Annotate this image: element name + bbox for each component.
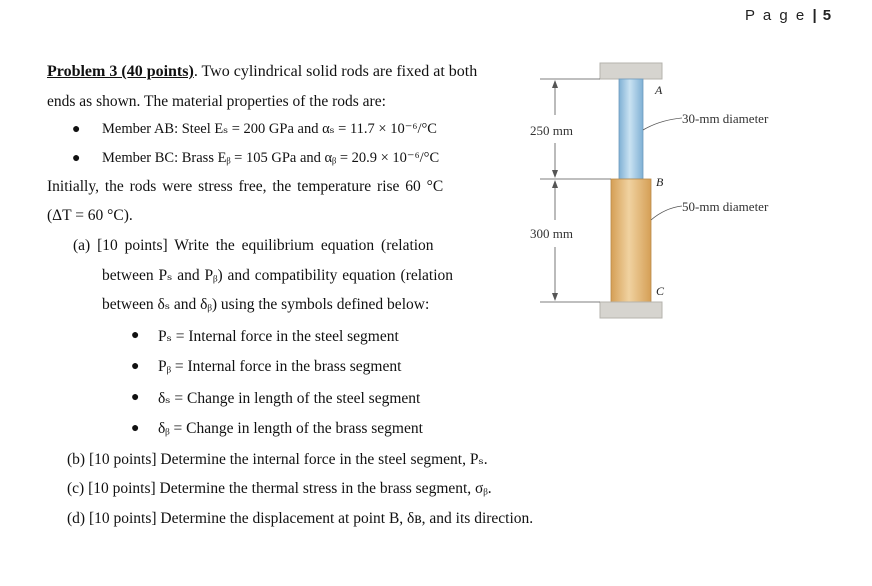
rod-figure xyxy=(520,55,820,325)
problem-title: Problem 3 (40 points) xyxy=(47,63,194,80)
bullet-dot: ● xyxy=(72,122,81,137)
dim-bc-arrow-down xyxy=(552,293,558,301)
part-a-line-3: between δₛ and δᵦ) using the symbols defined below: xyxy=(102,296,430,313)
part-a-line-1: (a) [10 points] Write the equilibrium equation (relation xyxy=(73,237,434,254)
definition-delta-b: δᵦ = Change in length of the brass segment xyxy=(158,420,423,437)
definition-delta-s: δₛ = Change in length of the steel segment xyxy=(158,390,421,407)
initial-line-1: Initially, the rods were stress free, the temperature rise 60 °C xyxy=(47,178,444,195)
definition-ps: Pₛ = Internal force in the steel segment xyxy=(158,328,399,345)
member-ab-text: Member AB: Steel Eₛ = 200 GPa and αₛ = 11.7 × 10⁻⁶/°C xyxy=(102,121,437,137)
bullet-dot: ● xyxy=(131,421,140,436)
page-number-value: | 5 xyxy=(812,7,833,24)
part-b: (b) [10 points] Determine the internal force in the steel segment, Pₛ. xyxy=(67,451,488,468)
dia-ab-leader xyxy=(643,118,682,130)
bullet-dot: ● xyxy=(131,390,140,405)
part-c: (c) [10 points] Determine the thermal stress in the brass segment, σᵦ. xyxy=(67,480,492,497)
bullet-dot: ● xyxy=(72,151,81,166)
problem-intro-1: . Two cylindrical solid rods are fixed at both xyxy=(193,63,478,80)
bullet-dot: ● xyxy=(131,359,140,374)
page-number xyxy=(745,7,832,24)
part-a-line-2: between Pₛ and Pᵦ) and compatibility equation (relation xyxy=(102,267,454,284)
definition-pb: Pᵦ = Internal force in the brass segment xyxy=(158,358,402,375)
dia-ab-label: 30-mm diameter xyxy=(682,111,769,126)
top-support xyxy=(600,63,662,79)
point-a-label: A xyxy=(655,83,663,97)
brass-rod-bc xyxy=(611,179,651,302)
dim-bc-label: 300 mm xyxy=(530,226,573,241)
dim-ab-arrow-down xyxy=(552,170,558,178)
point-c-label: C xyxy=(656,284,665,298)
steel-rod-ab xyxy=(619,79,643,179)
problem-intro-2: ends as shown. The material properties of the rods are: xyxy=(47,93,386,110)
point-b-label: B xyxy=(656,175,664,189)
dim-bc-arrow-up xyxy=(552,180,558,188)
initial-line-2: (ΔT = 60 °C). xyxy=(47,207,133,224)
dim-ab-arrow-up xyxy=(552,80,558,88)
part-d: (d) [10 points] Determine the displacement at point B, δʙ, and its direction. xyxy=(67,510,534,527)
bullet-dot: ● xyxy=(131,328,140,343)
page-label: P a g e xyxy=(745,7,807,24)
problem-intro-line-1 xyxy=(47,63,477,81)
bottom-support xyxy=(600,302,662,318)
dia-bc-label: 50-mm diameter xyxy=(682,199,769,214)
dim-ab-label: 250 mm xyxy=(530,123,573,138)
dia-bc-leader xyxy=(651,206,682,220)
member-bc-text: Member BC: Brass Eᵦ = 105 GPa and αᵦ = 20.9 × 10⁻⁶/°C xyxy=(102,150,440,166)
